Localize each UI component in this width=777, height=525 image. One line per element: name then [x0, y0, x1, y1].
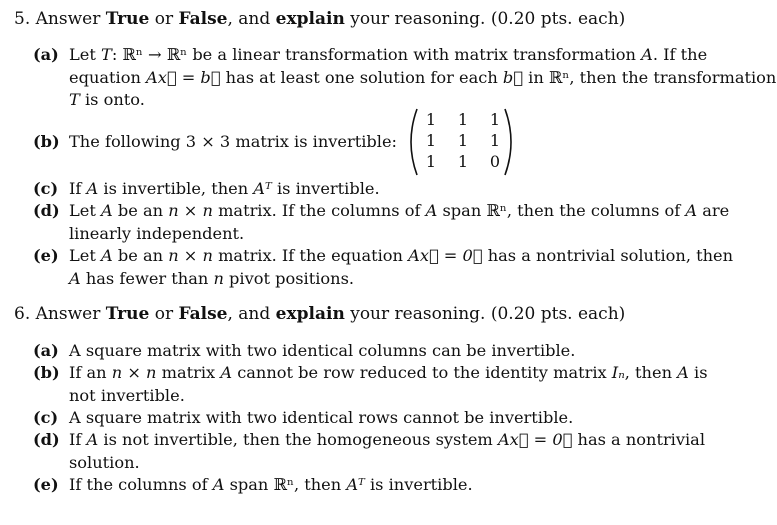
- matrix-cell: 1: [457, 131, 469, 150]
- question-5a: (a) Let T: ℝⁿ → ℝⁿ be a linear transformation with matrix transformation A. If the equation Ax⃗ = b⃗ has at least one solution for each b⃗ in ℝⁿ, then the transformation T is onto.: [33, 45, 777, 109]
- question-5-heading: 5. Answer True or False, and explain your reasoning. (0.20 pts. each): [14, 9, 626, 29]
- question-6e: (e) If the columns of A span ℝⁿ, then Aᵀ is invertible.: [33, 475, 473, 494]
- matrix-cell: 0: [489, 152, 501, 171]
- matrix-row: [423, 110, 503, 130]
- question-6a: (a) A square matrix with two identical columns can be invertible.: [33, 341, 576, 360]
- matrix-cell: 1: [457, 110, 469, 129]
- question-5d: (d) Let A be an n × n matrix. If the columns of A span ℝⁿ, then the columns of A are linearly independent.: [33, 201, 730, 243]
- matrix-cell: 1: [489, 131, 501, 150]
- matrix-row: [423, 152, 503, 172]
- question-5b: (b) The following 3 × 3 matrix is invertible:: [33, 132, 397, 151]
- matrix-cell: 1: [425, 152, 437, 171]
- matrix-cell: 1: [457, 152, 469, 171]
- question-5c: (c) If A is invertible, then Aᵀ is invertible.: [33, 179, 380, 198]
- question-6c: (c) A square matrix with two identical rows cannot be invertible.: [33, 408, 574, 427]
- matrix-cell: 1: [425, 131, 437, 150]
- question-6b: (b) If an n × n matrix A cannot be row reduced to the identity matrix Iₙ, then A is not invertible.: [33, 363, 708, 405]
- question-6d: (d) If A is not invertible, then the homogeneous system Ax⃗ = 0⃗ has a nontrivial solution.: [33, 430, 706, 472]
- matrix-row: [423, 131, 503, 151]
- question-6-heading: 6. Answer True or False, and explain your reasoning. (0.20 pts. each): [14, 304, 626, 324]
- matrix-cell: 1: [425, 110, 437, 129]
- matrix-cell: 1: [489, 110, 501, 129]
- question-5e: (e) Let A be an n × n matrix. If the equation Ax⃗ = 0⃗ has a nontrivial solution, then A has fewer than n pivot positions.: [33, 246, 734, 288]
- matrix-3x3: [405, 106, 515, 176]
